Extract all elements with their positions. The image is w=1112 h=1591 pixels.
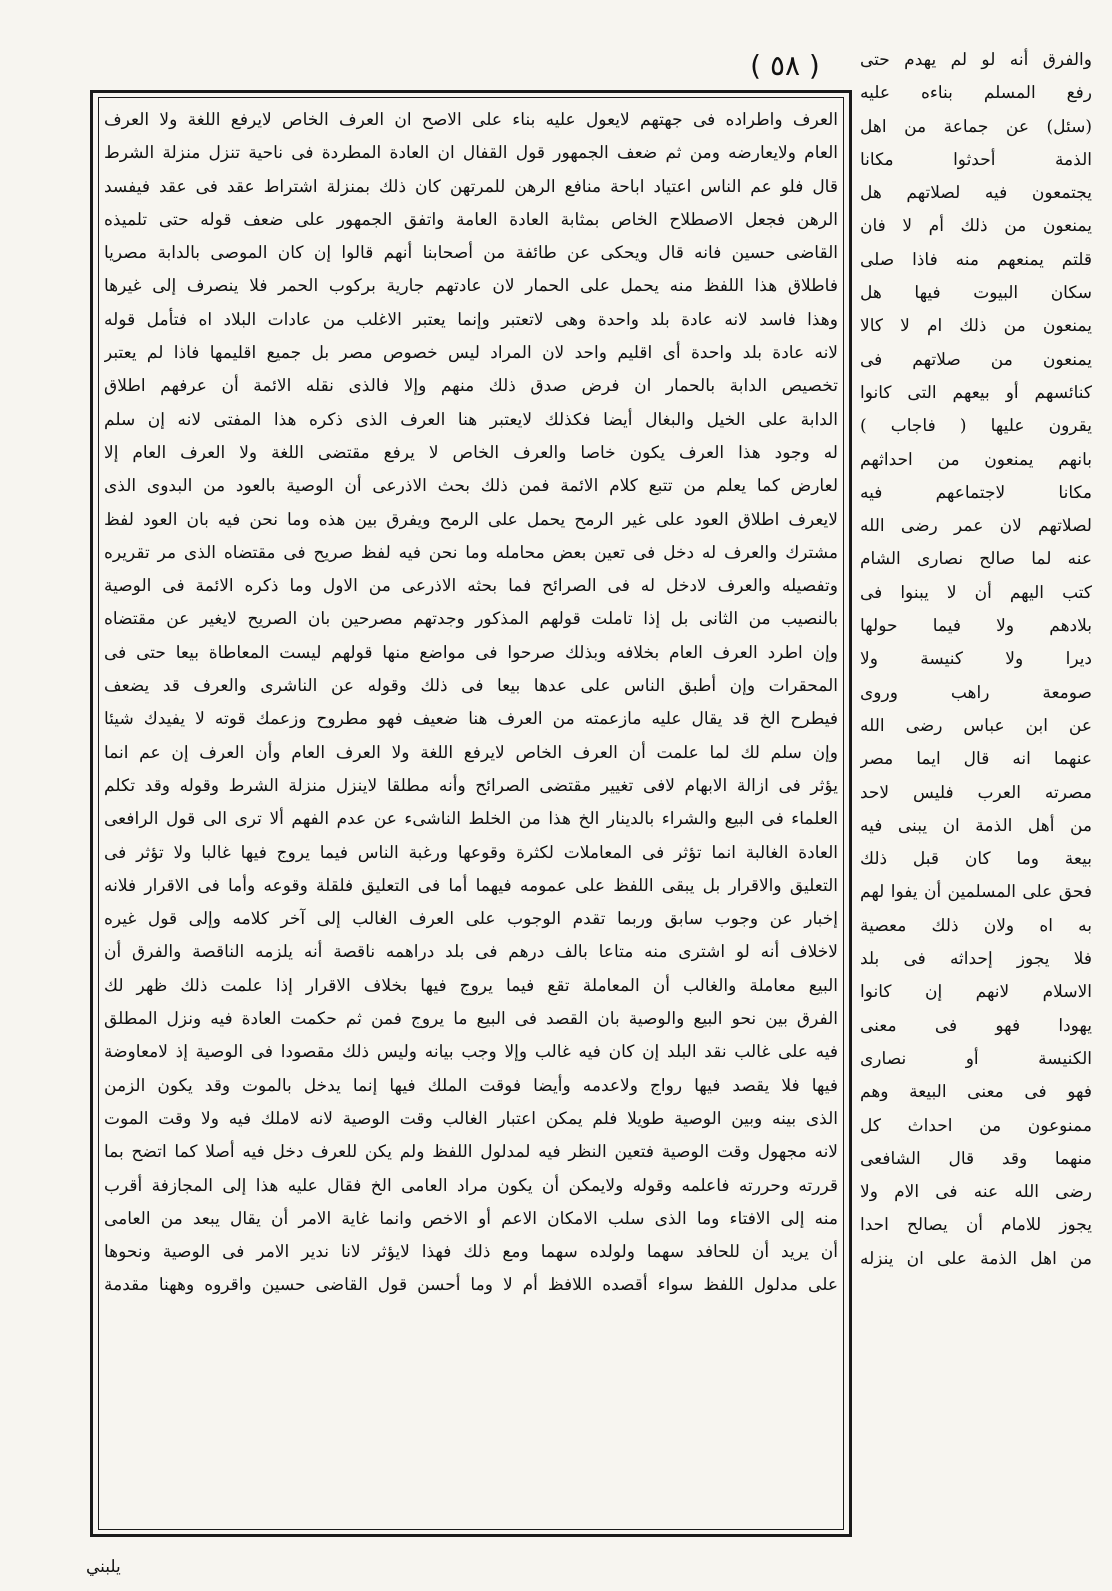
- margin-text-line: بلادهم ولا فيما حولها: [860, 616, 1092, 637]
- margin-text-line: عنهما انه قال ايما مصر: [860, 749, 1092, 770]
- main-text-line: العادة الغالبة انما تؤثر فى المعاملات لكثرة وقوعها ورغبة الناس فيما يروج فيها غالبا ولا تؤثر فى: [104, 842, 838, 863]
- main-text-line: الرهن فجعل الاصطلاح الخاص بمثابة العادة العامة واتفق الجمهور على ضعف قوله حتى تلميذه: [104, 209, 838, 230]
- margin-text-line: ممنوعون من احداث كل: [860, 1115, 1092, 1136]
- main-text-line: لايعرف اطلاق العود على غير الرمح يحمل على الرمح ويفرق بين هذه وما نحن فيه بان العود لفظ: [104, 509, 838, 530]
- margin-text-line: الاسلام لانهم إن كانوا: [860, 982, 1092, 1003]
- margin-text-line: فلا يجوز إحداثه فى بلد: [860, 949, 1092, 970]
- margin-text-line: رضى الله عنه فى الام ولا: [860, 1182, 1092, 1203]
- margin-text-line: يجوز للامام أن يصالح احدا: [860, 1215, 1092, 1236]
- margin-text-line: الكنيسة أو نصارى: [860, 1048, 1092, 1069]
- main-text-line: تخصيص الدابة بالحمار ان فرض صدق ذلك منهم وإلا فالذى نقله الائمة أن عرفهم اطلاق: [104, 376, 838, 397]
- main-text-line: منه إلى الافتاء وما الذى سلب الامكان الاعم أو الاخص وانما غاية الامر أن يقال يبعد من العامى: [104, 1208, 838, 1229]
- main-text-line: لانه عادة بلد واحدة أى اقليم واحد لان المراد ليس خصوص مصر بل جميع اقليمها فاذا لم يعتبر: [104, 343, 838, 364]
- main-text-line: الدابة على الخيل والبغال أيضا فكذلك لايعتبر هنا العرف الذى ذكره هذا المفتى لانه إن سلم: [104, 409, 838, 430]
- main-text-line: فيها فلا يقصد فيها رواج ولاعدمه وأيضا فوقت الملك فيها إنما يدخل بالموت وقد يكون الزمن: [104, 1075, 838, 1096]
- main-text-line: الذى بينه وبين الوصية طويلا فلم يمكن اعتبار الغالب وقت الوصية لانه لاملك فيه ولا وقت الموت: [104, 1108, 838, 1129]
- margin-text-line: عنه لما صالح نصارى الشام: [860, 549, 1092, 570]
- margin-text-line: بانهم يمنعون من احداثهم: [860, 449, 1092, 470]
- margin-text-line: من اهل الذمة على ان ينزله: [860, 1248, 1092, 1269]
- main-text-line: أن يريد أن للحافد سهما ولولده سهما ومع ذلك فهذا لايؤثر لانا ندير الامر فى الوصية ونحوها: [104, 1242, 838, 1263]
- main-text-line: القاضى حسين فانه قال ويحكى عن طائفة من أصحابنا أنهم قالوا إن كان الموصى بالدابة مصريا: [104, 243, 838, 264]
- main-text-line: وتفصيله والعرف لادخل له فى الصرائح فما بحثه الاذرعى من الاول وما ذكره الائمة فى الوصية: [104, 576, 838, 597]
- main-text-line: قال فلو عم الناس اعتياد اباحة منافع الرهن للمرتهن كان ذلك بمنزلة اشتراط عقد فى عقد فيفسد: [104, 176, 838, 197]
- main-text-line: العلماء فى البيع والشراء بالدينار الخ هذا من الخلط الناشىء عن عدم الفهم ألا ترى الى قول الرافعى: [104, 809, 838, 830]
- margin-text-line: كتب اليهم أن لا يبنوا فى: [860, 582, 1092, 603]
- margin-text-line: مصرته العرب فليس لاحد: [860, 782, 1092, 803]
- main-text-line: العرف واطراده فى جهتهم لايعول عليه بناء على الاصح ان العرف الخاص لايرفع اللغة ولا العرف: [104, 110, 838, 130]
- main-text-line: التعليق والاقرار بل يبقى اللفظ على عمومه فيهما أما فى التعليق فلقلة وقوعه وأما فى الاقرار فلانه: [104, 875, 838, 896]
- margin-text-line: (سئل) عن جماعة من اهل: [860, 116, 1092, 137]
- main-text-line: البيع معاملة والغالب أن المعاملة تقع فيما يروج فيها بخلاف الاقرار إذا علمت ذلك ظهر لك: [104, 975, 838, 996]
- main-text-line: يؤثر فى ازالة الابهام لافى تغيير مقتضى الصرائح وأنه مطلقا لاينزل منزلة الشرط وقوله وقد تكلم: [104, 775, 838, 796]
- main-text-line: فاطلاق هذا اللفظ منه يحمل على الحمار لان عادتهم جارية بركوب الحمر فلا ينصرف إلى غيرها: [104, 276, 838, 297]
- margin-text-line: والفرق أنه لو لم يهدم حتى: [860, 50, 1092, 70]
- margin-text-line: يمنعون من صلاتهم فى: [860, 349, 1092, 370]
- main-text-line: وإن سلم لك لما علمت أن العرف الخاص لايرفع اللغة ولا العرف العام وأن العرف إن عم انما: [104, 742, 838, 763]
- margin-text-line: مكانا لاجتماعهم فيه: [860, 482, 1092, 503]
- page-number: ( ٥٨ ): [750, 49, 820, 82]
- main-text-line: وهذا فاسد لانه عادة بلد واحدة وهى لاتعتبر وإنما يعتبر الاغلب من عادات البلاد اه فتأمل قوله: [104, 309, 838, 330]
- margin-text-line: صومعة راهب وروى: [860, 682, 1092, 703]
- main-text-line: إخبار عن وجوب سابق وربما تقدم الوجوب على العرف الغالب إلى آخر كلامه وإلى قول غيره: [104, 909, 838, 930]
- margin-text-line: كنائسهم أو بيعهم التى كانوا: [860, 382, 1092, 403]
- main-text-block: [104, 104, 838, 1524]
- main-text-line: على مدلول اللفظ سواء أقصده اللافظ أم لا وما أحسن قول القاضى حسين واقروه وههنا مقدمة: [104, 1275, 838, 1296]
- margin-text-line: من أهل الذمة ان يبنى فيه: [860, 815, 1092, 836]
- margin-text-line: الذمة أحدثوا مكانا: [860, 149, 1092, 170]
- margin-text-line: يجتمعون فيه لصلاتهم هل: [860, 183, 1092, 204]
- margin-text-line: لصلاتهم لان عمر رضى الله: [860, 516, 1092, 537]
- main-text-line: لانه مجهول وقت الوصية فتعين النظر فيه لمدلول اللفظ ولم يكن للعرف دخل فيه أصلا كما اتضح بما: [104, 1142, 838, 1163]
- main-text-line: فيه على غالب نقد البلد إن كان فيه غالب وإلا وجب بيانه وليس ذلك مقصودا فى الوصية إذ لامعاوضة: [104, 1042, 838, 1063]
- main-text-line: المحقرات وإن أطبق الناس على عدها بيعا فى ذلك وقوله عن الناشرى والعرف قد يضعف: [104, 676, 838, 697]
- margin-text-line: قلتم يمنعهم منه فاذا صلى: [860, 249, 1092, 270]
- main-text-line: العام ولايعارضه ومن ثم ضعف الجمهور قول القفال ان العادة المطردة فى ناحية تنزل منزلة الشرط: [104, 143, 838, 164]
- margin-text-line: يقرون عليها ( فاجاب ): [860, 416, 1092, 437]
- margin-text-line: منهما وقد قال الشافعى: [860, 1148, 1092, 1169]
- main-text-line: بالنصيب من الثانى بل إذا تاملت قولهم المذكور وجدتهم مصرحين بان الصريح لايغير عن مقتضاه: [104, 609, 838, 630]
- margin-text-line: فحق على المسلمين أن يفوا لهم: [860, 882, 1092, 903]
- main-text-line: فيطرح الخ قد يقال عليه مازعمته من العرف هنا ضعيف فهو مطروح وزعمك قوته لا يفيدك شيئا: [104, 709, 838, 730]
- main-text-line: لاخلاف أنه لو اشترى منه متاعا بالف درهم فى بلد دراهمه ناقصة أنه يلزمه الناقصة والفرق أن: [104, 942, 838, 963]
- margin-text-line: ديرا ولا كنيسة ولا: [860, 649, 1092, 670]
- main-text-line: له وجود هذا العرف يكون خاصا والعرف الخاص لا يرفع مقتضى اللغة ولا العرف العام إلا: [104, 442, 838, 463]
- main-text-line: قررته وحررته فاعلمه وقوله ولايمكن أن يكون مراد العامى الخ فقال عليه هذا إلى المجازفة أقرب: [104, 1175, 838, 1196]
- margin-text-line: يهودا فهو فى معنى: [860, 1015, 1092, 1036]
- margin-text-line: به اه ولان ذلك معصية: [860, 915, 1092, 936]
- main-text-line: وإن اطرد العرف العام بخلافه وبذلك صرحوا فى مواضع منها قولهم ليست المعاطاة بيعا حتى فى: [104, 642, 838, 663]
- main-text-line: لعارض كما يعلم من تتبع كلام الائمة فمن ذلك بحث الاذرعى أن الوصية بالعود من البدوى الذى: [104, 476, 838, 497]
- margin-text-line: فهو فى معنى البيعة وهم: [860, 1082, 1092, 1103]
- margin-text-line: يمنعون من ذلك ام لا كالا: [860, 316, 1092, 337]
- margin-text-line: بيعة وما كان قبل ذلك: [860, 849, 1092, 870]
- margin-text-line: عن ابن عباس رضى الله: [860, 715, 1092, 736]
- catchword: يلبني: [86, 1557, 121, 1577]
- main-text-line: مشترك والعرف له دخل فى تعين بعض محامله وما نحن فيه لفظ صريح فى مقتضاه الذى مر تقريره: [104, 542, 838, 563]
- margin-text-line: يمنعون من ذلك أم لا فان: [860, 216, 1092, 237]
- main-text-line: الفرق بين نحو البيع والوصية بان القصد فى البيع ما يروج فمن ثم حكمت العادة فيه ونزل المطلق: [104, 1009, 838, 1030]
- margin-column: [860, 44, 1092, 1394]
- margin-text-line: رفع المسلم بناءه عليه: [860, 83, 1092, 104]
- margin-text-line: سكان البيوت فيها هل: [860, 283, 1092, 304]
